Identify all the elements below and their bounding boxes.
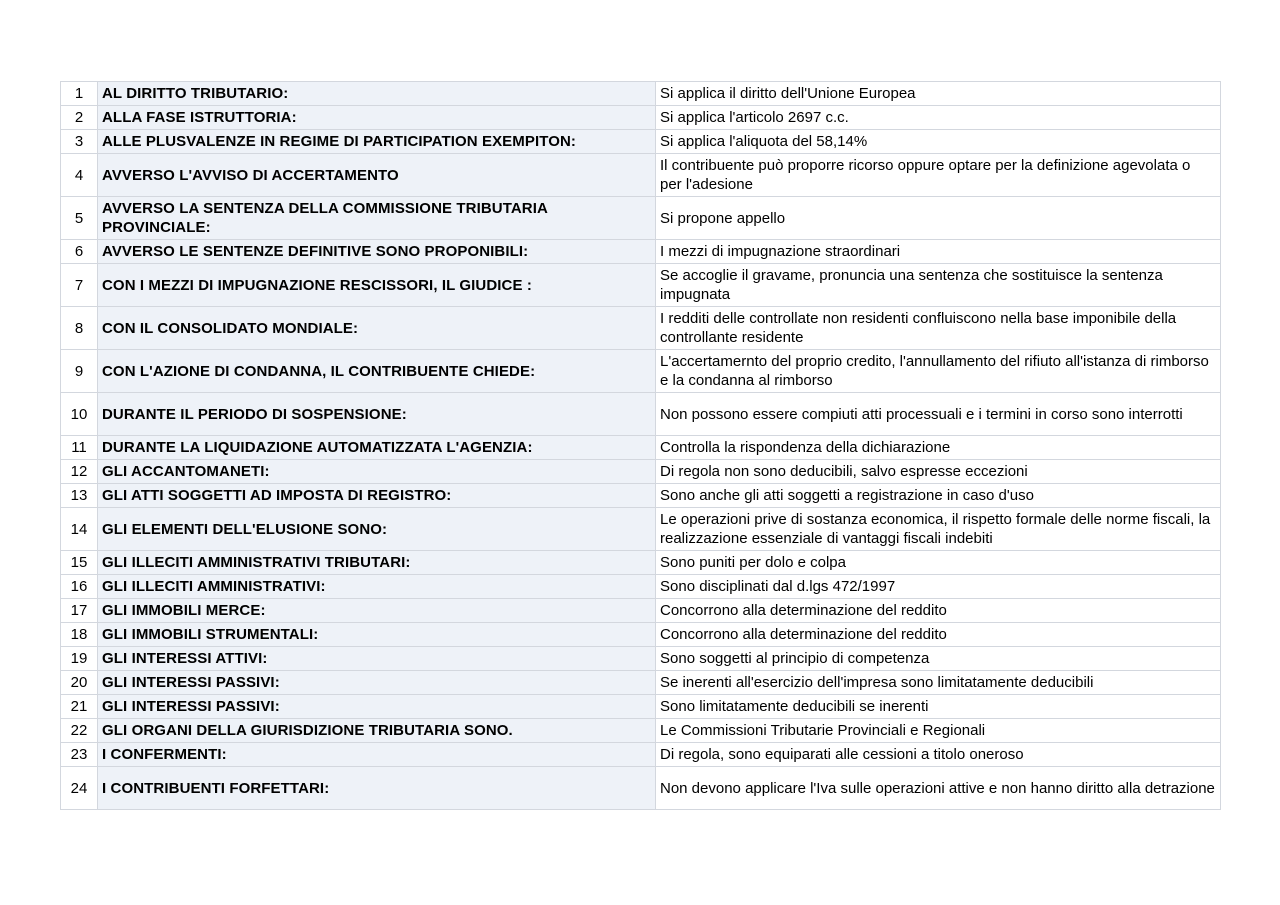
question-cell: DURANTE IL PERIODO DI SOSPENSIONE: — [98, 393, 656, 436]
question-cell: CON L'AZIONE DI CONDANNA, IL CONTRIBUENTE CHIEDE: — [98, 350, 656, 393]
row-number: 23 — [61, 743, 98, 767]
question-cell: GLI ACCANTOMANETI: — [98, 460, 656, 484]
answer-cell: Di regola, sono equiparati alle cessioni a titolo oneroso — [656, 743, 1221, 767]
question-cell: GLI ILLECITI AMMINISTRATIVI TRIBUTARI: — [98, 551, 656, 575]
answer-cell: Se accoglie il gravame, pronuncia una sentenza che sostituisce la sentenza impugnata — [656, 264, 1221, 307]
answer-cell: I redditi delle controllate non residenti confluiscono nella base imponibile della controllante residente — [656, 307, 1221, 350]
question-cell: AVVERSO LA SENTENZA DELLA COMMISSIONE TRIBUTARIA PROVINCIALE: — [98, 197, 656, 240]
table-row — [61, 154, 1221, 197]
row-number: 16 — [61, 575, 98, 599]
table-row — [61, 460, 1221, 484]
question-cell: ALLA FASE ISTRUTTORIA: — [98, 106, 656, 130]
answer-cell: Sono soggetti al principio di competenza — [656, 647, 1221, 671]
row-number: 10 — [61, 393, 98, 436]
question-cell: GLI IMMOBILI STRUMENTALI: — [98, 623, 656, 647]
table-row — [61, 240, 1221, 264]
table-row — [61, 719, 1221, 743]
question-cell: GLI INTERESSI PASSIVI: — [98, 671, 656, 695]
table-row — [61, 551, 1221, 575]
row-number: 24 — [61, 767, 98, 810]
question-cell: GLI ELEMENTI DELL'ELUSIONE SONO: — [98, 508, 656, 551]
answer-cell: Sono puniti per dolo e colpa — [656, 551, 1221, 575]
row-number: 15 — [61, 551, 98, 575]
question-cell: CON I MEZZI DI IMPUGNAZIONE RESCISSORI, IL GIUDICE : — [98, 264, 656, 307]
question-cell: GLI ORGANI DELLA GIURISDIZIONE TRIBUTARIA SONO. — [98, 719, 656, 743]
row-number: 18 — [61, 623, 98, 647]
table-row — [61, 767, 1221, 810]
answer-cell: Il contribuente può proporre ricorso oppure optare per la definizione agevolata o per l'adesione — [656, 154, 1221, 197]
row-number: 11 — [61, 436, 98, 460]
answer-cell: Sono anche gli atti soggetti a registrazione in caso d'uso — [656, 484, 1221, 508]
table-row — [61, 671, 1221, 695]
question-cell: GLI INTERESSI PASSIVI: — [98, 695, 656, 719]
table-row — [61, 484, 1221, 508]
table-row — [61, 350, 1221, 393]
answer-cell: L'accertamernto del proprio credito, l'annullamento del rifiuto all'istanza di rimborso e la condanna al rimborso — [656, 350, 1221, 393]
question-cell: GLI ILLECITI AMMINISTRATIVI: — [98, 575, 656, 599]
row-number: 21 — [61, 695, 98, 719]
row-number: 9 — [61, 350, 98, 393]
answer-cell: Sono disciplinati dal d.lgs 472/1997 — [656, 575, 1221, 599]
question-cell: DURANTE LA LIQUIDAZIONE AUTOMATIZZATA L'AGENZIA: — [98, 436, 656, 460]
question-cell: I CONTRIBUENTI FORFETTARI: — [98, 767, 656, 810]
question-cell: AVVERSO LE SENTENZE DEFINITIVE SONO PROPONIBILI: — [98, 240, 656, 264]
row-number: 1 — [61, 82, 98, 106]
answer-cell: Le Commissioni Tributarie Provinciali e Regionali — [656, 719, 1221, 743]
answer-cell: Si applica l'articolo 2697 c.c. — [656, 106, 1221, 130]
answer-cell: Concorrono alla determinazione del reddito — [656, 599, 1221, 623]
row-number: 3 — [61, 130, 98, 154]
question-cell: AVVERSO L'AVVISO DI ACCERTAMENTO — [98, 154, 656, 197]
answer-cell: Se inerenti all'esercizio dell'impresa sono limitatamente deducibili — [656, 671, 1221, 695]
row-number: 5 — [61, 197, 98, 240]
answer-cell: Non possono essere compiuti atti processuali e i termini in corso sono interrotti — [656, 393, 1221, 436]
row-number: 2 — [61, 106, 98, 130]
answer-cell: Si propone appello — [656, 197, 1221, 240]
answer-cell: Di regola non sono deducibili, salvo espresse eccezioni — [656, 460, 1221, 484]
question-cell: CON IL CONSOLIDATO MONDIALE: — [98, 307, 656, 350]
table-row — [61, 436, 1221, 460]
row-number: 8 — [61, 307, 98, 350]
table-row — [61, 106, 1221, 130]
row-number: 13 — [61, 484, 98, 508]
table-row — [61, 743, 1221, 767]
question-cell: ALLE PLUSVALENZE IN REGIME DI PARTICIPATION EXEMPITON: — [98, 130, 656, 154]
table-row — [61, 264, 1221, 307]
table-row — [61, 307, 1221, 350]
question-cell: AL DIRITTO TRIBUTARIO: — [98, 82, 656, 106]
table-row — [61, 393, 1221, 436]
row-number: 4 — [61, 154, 98, 197]
table-row — [61, 599, 1221, 623]
row-number: 17 — [61, 599, 98, 623]
table-row — [61, 508, 1221, 551]
answer-cell: Si applica l'aliquota del 58,14% — [656, 130, 1221, 154]
table-row — [61, 82, 1221, 106]
question-cell: GLI IMMOBILI MERCE: — [98, 599, 656, 623]
answer-cell: Si applica il diritto dell'Unione Europea — [656, 82, 1221, 106]
table-row — [61, 695, 1221, 719]
row-number: 12 — [61, 460, 98, 484]
question-cell: GLI INTERESSI ATTIVI: — [98, 647, 656, 671]
row-number: 20 — [61, 671, 98, 695]
table-row — [61, 575, 1221, 599]
answer-cell: Le operazioni prive di sostanza economica, il rispetto formale delle norme fiscali, la realizzazione essenziale di vantaggi fiscali indebiti — [656, 508, 1221, 551]
row-number: 19 — [61, 647, 98, 671]
answer-cell: I mezzi di impugnazione straordinari — [656, 240, 1221, 264]
answer-cell: Non devono applicare l'Iva sulle operazioni attive e non hanno diritto alla detrazione — [656, 767, 1221, 810]
row-number: 22 — [61, 719, 98, 743]
table-row — [61, 197, 1221, 240]
question-cell: GLI ATTI SOGGETTI AD IMPOSTA DI REGISTRO: — [98, 484, 656, 508]
row-number: 7 — [61, 264, 98, 307]
table-row — [61, 623, 1221, 647]
table-row — [61, 647, 1221, 671]
answer-cell: Controlla la rispondenza della dichiarazione — [656, 436, 1221, 460]
qa-table — [60, 81, 1221, 810]
row-number: 6 — [61, 240, 98, 264]
answer-cell: Concorrono alla determinazione del reddito — [656, 623, 1221, 647]
answer-cell: Sono limitatamente deducibili se inerenti — [656, 695, 1221, 719]
question-cell: I CONFERMENTI: — [98, 743, 656, 767]
table-row — [61, 130, 1221, 154]
row-number: 14 — [61, 508, 98, 551]
